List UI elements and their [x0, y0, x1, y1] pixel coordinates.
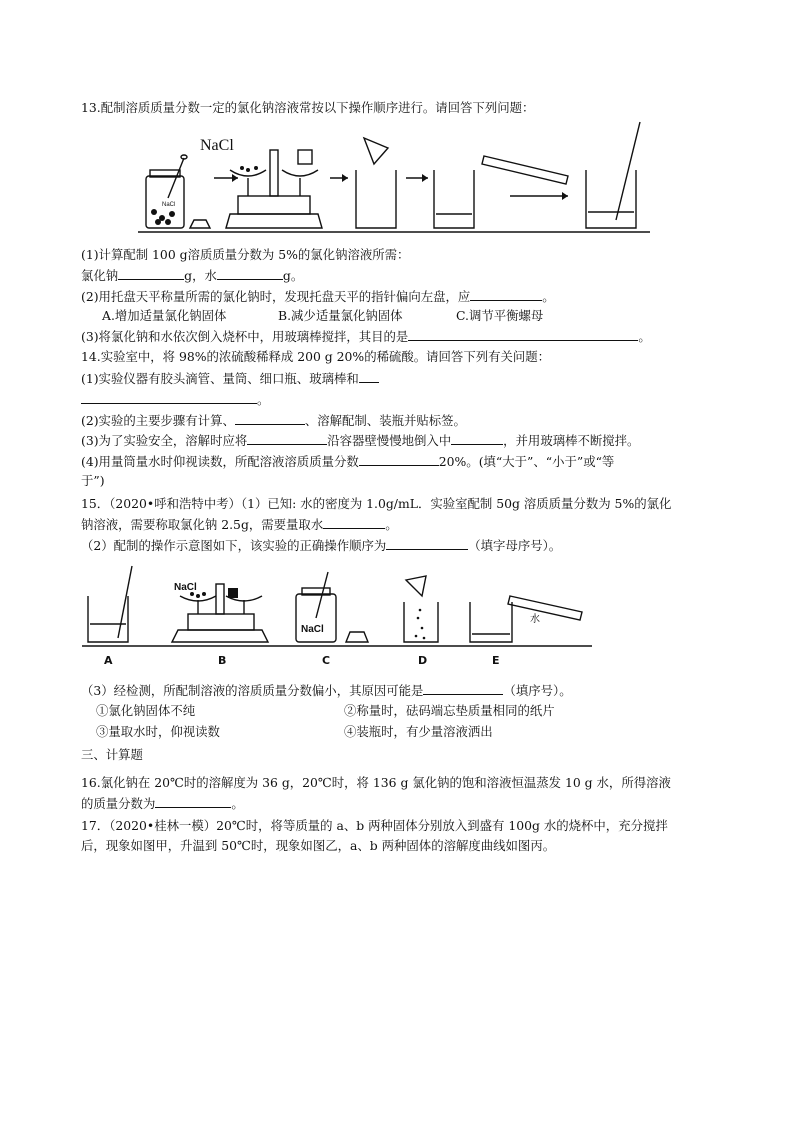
q15-p3-text: （3）经检测，所配制溶液的溶质质量分数偏小，其原因可能是 [81, 683, 424, 698]
q13-fig-nacl-label: NaCl [200, 137, 234, 154]
q15-fig-nacl-top: NaCl [174, 582, 197, 593]
q13-p2 [81, 288, 555, 305]
q15-stem-line2 [81, 516, 398, 533]
q14-p4-a: (4)用量筒量水时仰视读数，所配溶液溶质质量分数 [81, 454, 359, 469]
q17-line1: 17．（2020•桂林一模）20℃时，将等质量的 a、b 两种固体分别放入到盛有 100g 水的烧杯中，充分搅拌 [81, 818, 668, 833]
q14-p4 [81, 453, 614, 470]
q14-p2-a: (2)实验的主要步骤有计算、 [81, 413, 235, 428]
q13-p1-line2-c: g。 [282, 268, 304, 283]
q15-choice-2: ②称量时，砝码端忘垫质量相同的纸片 [344, 703, 555, 718]
section-title: 三、计算题 [81, 747, 143, 762]
q15-p2-end: （填字母序号）。 [468, 538, 562, 553]
q13-option-a: A.增加适量氯化钠固体 [102, 308, 227, 323]
q13-fig-jar-label: NaCl [162, 202, 176, 208]
q13-p1-line2-b: g，水 [184, 268, 217, 283]
q15-choice-3: ③量取水时，仰视读数 [96, 724, 220, 739]
q15-fig-nacl-jar: NaCl [301, 624, 324, 635]
q14-p1 [81, 370, 379, 387]
q14-p1-cont [81, 391, 269, 408]
q15-stem-line2-text: 钠溶液，需要称取氯化钠 2.5g，需要量取水 [81, 517, 324, 532]
q14-p3-b: 沿容器壁慢慢地倒入中 [327, 433, 452, 448]
q13-stem: 13.配制溶质质量分数一定的氯化钠溶液常按以下操作顺序进行。请回答下列问题： [81, 100, 535, 115]
q13-option-b: B.减少适量氯化钠固体 [278, 308, 403, 323]
q15-stem-line1: 15．（2020•呼和浩特中考）（1）已知: 水的密度为 1.0g/mL．实验室配制 50g 溶质质量分数为 5%的氯化 [81, 496, 672, 511]
answer-blank[interactable] [217, 267, 283, 280]
q16-line1: 16.氯化钠在 20℃时的溶解度为 36 g，20℃时，将 136 g 氯化钠的饱和溶液恒温蒸发 10 g 水，所得溶液 [81, 775, 671, 790]
q13-figure [138, 120, 658, 238]
answer-blank[interactable] [155, 795, 231, 808]
q14-p1-text: (1)实验仪器有胶头滴管、量筒、细口瓶、玻璃棒和 [81, 371, 359, 386]
fig-label-a: A [104, 654, 113, 667]
q14-p3-a: (3)为了实验安全，溶解时应将 [81, 433, 248, 448]
q15-fig-water: 水 [530, 614, 540, 625]
q15-choice-4: ④装瓶时，有少量溶液洒出 [344, 724, 493, 739]
q14-stem: 14.实验室中，将 98%的浓硫酸稀释成 200 g 20%的稀硫酸。请回答下列有关问题： [81, 349, 551, 364]
q15-stem-line2-end: 。 [385, 517, 398, 532]
q13-p3-text: (3)将氯化钠和水依次倒入烧杯中，用玻璃棒搅拌，其目的是 [81, 329, 409, 344]
q16-line2-end: 。 [231, 796, 244, 811]
answer-blank[interactable] [235, 412, 305, 425]
q13-p2-text: (2)用托盘天平称量所需的氯化钠时，发现托盘天平的指针偏向左盘，应 [81, 289, 471, 304]
q13-p2-end: 。 [542, 289, 555, 304]
q14-p4-b: 20%。(填“大于”、“小于”或“等 [438, 454, 615, 469]
answer-blank[interactable] [323, 516, 385, 529]
answer-blank[interactable] [408, 328, 638, 341]
q15-p2-text: （2）配制的操作示意图如下，该实验的正确操作顺序为 [81, 538, 387, 553]
q13-p1-line2 [81, 267, 303, 284]
fig-label-c: C [322, 654, 331, 667]
answer-blank[interactable] [423, 682, 503, 695]
q15-p2 [81, 537, 561, 554]
answer-blank[interactable] [247, 432, 327, 445]
q13-p3-end: 。 [638, 329, 651, 344]
answer-blank[interactable] [81, 391, 257, 404]
q15-choice-1: ①氯化钠固体不纯 [96, 703, 196, 718]
q13-p1-line2-a: 氯化钠 [81, 268, 119, 283]
q14-p4-cont: 于”) [81, 473, 105, 488]
q16-line2 [81, 795, 244, 812]
q14-p1-end: 。 [257, 392, 270, 407]
q16-line2-text: 的质量分数为 [81, 796, 156, 811]
q13-p1-line1: (1)计算配制 100 g溶质质量分数为 5%的氯化钠溶液所需： [81, 247, 410, 262]
q14-p3-c: ，并用玻璃棒不断搅拌。 [503, 433, 640, 448]
q14-p3 [81, 432, 639, 449]
answer-blank[interactable] [359, 370, 379, 383]
q13-option-c: C.调节平衡螺母 [456, 308, 544, 323]
answer-blank[interactable] [386, 537, 468, 550]
q15-figure [82, 562, 592, 670]
q17-line2: 后，现象如图甲，升温到 50℃时，现象如图乙，a、b 两种固体的溶解度曲线如图丙。 [81, 838, 556, 853]
q15-p3 [81, 682, 572, 699]
answer-blank[interactable] [359, 453, 439, 466]
answer-blank[interactable] [470, 288, 542, 301]
q14-p2 [81, 412, 466, 429]
q14-p2-b: 、溶解配制、装瓶并贴标签。 [304, 413, 466, 428]
answer-blank[interactable] [118, 267, 184, 280]
fig-label-e: E [492, 654, 500, 667]
answer-blank[interactable] [451, 432, 503, 445]
fig-label-d: D [418, 654, 428, 667]
fig-label-b: B [218, 654, 227, 667]
q15-p3-end: （填序号）。 [503, 683, 572, 698]
q13-p3 [81, 328, 651, 345]
